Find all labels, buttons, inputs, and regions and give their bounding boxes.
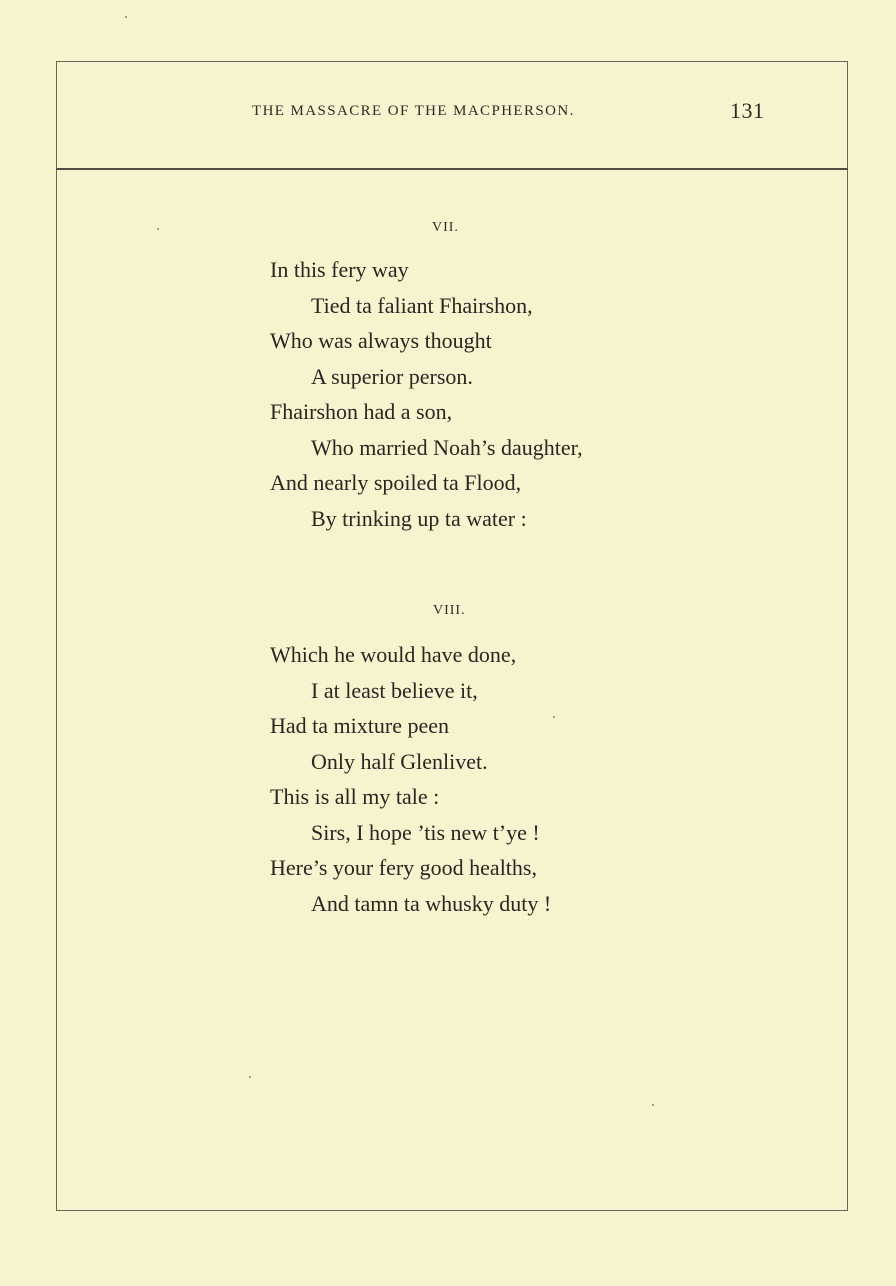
page-frame-right-rule: [847, 61, 848, 1211]
paper-speck: [652, 1104, 654, 1106]
verse-line: Only half Glenlivet.: [311, 748, 488, 774]
verse-line: And tamn ta whusky duty !: [311, 890, 552, 916]
stanza-number-vii: VII.: [432, 220, 459, 235]
page-number: 131: [730, 98, 765, 123]
verse-line: Fhairshon had a son,: [270, 399, 453, 424]
page-frame-left-rule: [56, 61, 57, 1211]
verse-line: A superior person.: [311, 363, 473, 389]
stanza-number-viii: VIII.: [433, 603, 466, 618]
header-rule: [56, 168, 848, 170]
verse-line: Had ta mixture peen: [270, 713, 449, 738]
paper-speck: [125, 16, 127, 18]
paper-speck: [249, 1076, 251, 1078]
verse-line: Who married Noah’s daughter,: [311, 434, 583, 460]
verse-line: In this fery way: [270, 257, 409, 282]
verse-line: This is all my tale :: [270, 784, 440, 809]
verse-line: I at least believe it,: [311, 677, 478, 703]
page-frame-bottom-rule: [56, 1210, 848, 1211]
verse-line: Here’s your fery good healths,: [270, 855, 537, 880]
verse-line: Tied ta faliant Fhairshon,: [311, 292, 533, 318]
page-frame-top-rule: [56, 61, 848, 62]
verse-line: Which he would have done,: [270, 642, 517, 667]
verse-line: By trinking up ta water :: [311, 505, 527, 531]
verse-line: Who was always thought: [270, 328, 492, 353]
verse-line: Sirs, I hope ’tis new t’ye !: [311, 819, 540, 845]
paper-speck: [157, 228, 159, 230]
paper-speck: [553, 716, 555, 718]
verse-line: And nearly spoiled ta Flood,: [270, 470, 522, 495]
running-title: THE MASSACRE OF THE MACPHERSON.: [252, 103, 575, 119]
stanza-viii: [270, 637, 690, 921]
stanza-vii: [270, 252, 690, 536]
